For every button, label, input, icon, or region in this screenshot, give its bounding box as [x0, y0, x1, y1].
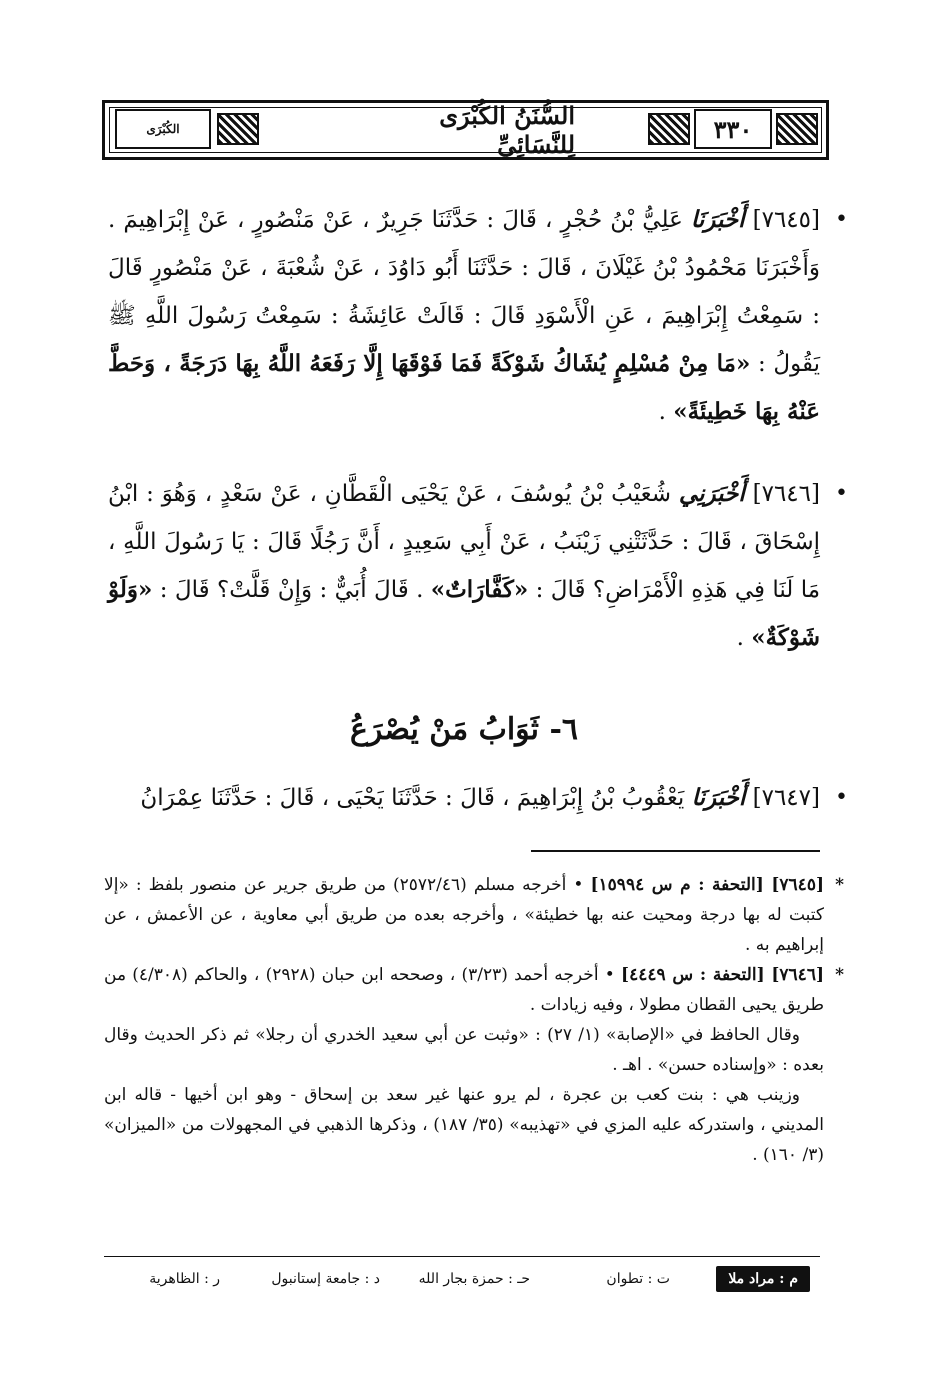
isnad-text: يَعْقُوبُ بْنُ إِبْرَاهِيمَ ، قَالَ : حَدَّثَنَا يَحْيَى ، قَالَ : حَدَّثَنَا عِمْرَانُ — [140, 785, 685, 811]
isnad-text: شُعَيْبُ بْنُ يُوسُفَ ، عَنْ يَحْيَى الْقَطَّانِ ، عَنْ سَعْدٍ ، وَهُوَ : ابْنُ إِسْحَاقَ ، قَالَ : حَدَّثَتْنِي زَيْنَبُ ، عَنْ أَبِي سَعِيدٍ ، أَنَّ رَجُلًا قَالَ : يَا رَسُولَ اللَّهِ ، مَا لَنَا فِي هَذِهِ الْأَمْرَاضِ؟ قَالَ : — [108, 481, 821, 603]
logo-box — [115, 109, 211, 149]
isnad-text: عَلِيُّ بْنُ حُجْرٍ ، قَالَ : حَدَّثَنَا جَرِيرٌ ، عَنْ مَنْصُورٍ ، عَنْ إِبْرَاهِيمَ . وَأَخْبَرَنَا مَحْمُودُ بْنُ غَيْلَانَ ، قَالَ : حَدَّثَنَا أَبُو دَاوُدَ ، عَنْ شُعْبَةَ ، عَنْ مَنْصُورٍ قَالَ : سَمِعْتُ إِبْرَاهِيمَ ، عَنِ الْأَسْوَدِ قَالَ : قَالَتْ عَائِشَةُ : سَمِعْتُ رَسُولَ اللَّهِ ﷺ يَقُولُ : — [108, 207, 820, 377]
end-mark: . — [736, 625, 752, 651]
footnote-7645 — [104, 870, 844, 960]
tuhfa-reference: [٧٦٤٦] [التحفة : س ٤٤٤٩] — [621, 965, 824, 985]
takhrij-text: • أخرجه أحمد (٣/٢٣) ، وصححه ابن حبان (٢٩٢٨) ، والحاكم (٤/٣٠٨) من طريق يحيى القطان مطولا ، وفيه زيادات . — [104, 965, 824, 1015]
page-number-box — [694, 109, 772, 149]
book-logo: الكُبْرَى — [146, 121, 180, 136]
prophetic-saying-2: «وَلَوْ شَوْكَةٌ» — [108, 576, 820, 651]
manuscript-zahiriyya: ر : الظاهرية — [149, 1271, 220, 1287]
bottom-rule — [104, 1256, 820, 1257]
chain-opener: أَخْبَرَنَا — [691, 784, 746, 811]
running-header — [102, 100, 829, 160]
chapter-heading: ٦- ثَوَابُ مَنْ يُصْرَعُ — [349, 712, 579, 747]
manuscript-key — [120, 1266, 810, 1292]
hadith-7645 — [108, 196, 848, 436]
manuscript-hamza: حـ : حمزة بجار الله — [418, 1271, 530, 1287]
footnote-isaba: وقال الحافظ في «الإصابة» (١/ ٢٧) : «وثبت عن أبي سعيد الخدري أن رجلا» ثم ذكر الحديث وقال بعده : «وإسناده حسن» . اهـ . — [104, 1025, 824, 1075]
end-mark: . — [658, 399, 674, 425]
hadith-7646 — [108, 470, 848, 662]
book-title: السُّنَنُ الكُبْرَى لِلنَّسَائِيِّ — [439, 101, 575, 159]
bullet-icon: • — [835, 207, 848, 232]
hadith-7647 — [108, 774, 848, 822]
chain-opener: أَخْبَرَنِي — [678, 480, 745, 507]
manuscript-istanbul: د : جامعة إستانبول — [271, 1271, 380, 1287]
hadith-number: [٧٦٤٦] — [752, 481, 820, 507]
footnotes — [104, 870, 844, 1170]
narration-text: . قَالَ أُبَيٌّ : وَإِنْ قَلَّتْ؟ قَالَ : — [159, 577, 431, 603]
footnote-7646 — [104, 960, 844, 1020]
hadith-number: [٧٦٤٥] — [752, 207, 820, 233]
prophetic-saying: «كَفَّارَاتٌ» — [430, 576, 529, 603]
bullet-icon: • — [835, 785, 848, 810]
footnote-zaynab: وزينب هي : بنت كعب بن عجرة ، لم يرو عنها غير سعد بن إسحاق - وهو ابن أخيها - قاله ابن المديني ، واستدركه عليه المزي في «تهذيبه» (٣٥/ ١٨٧) ، وذكرها الذهبي في المجهولات من «الميزان» (٣/ ١٦٠) . — [104, 1085, 824, 1165]
footnote-separator — [531, 850, 820, 852]
prophetic-saying: «مَا مِنْ مُسْلِمٍ يُشَاكُ شَوْكَةً فَمَا فَوْقَهَا إِلَّا رَفَعَهُ اللَّهُ بِهَا دَرَجَةً ، وَحَطَّ عَنْهُ بِهَا خَطِيئَةً» — [108, 350, 820, 425]
ornament-left-inner — [217, 113, 259, 145]
asterisk-icon: * — [835, 965, 844, 985]
takhrij-text: • أخرجه مسلم (٢٥٧٢/٤٦) من طريق جرير عن منصور بلفظ : «إلا كتبت له بها درجة ومحيت عنه بها خطيئة» ، وأخرجه بعده من طريق أبي معاوية ، عن الأعمش ، عن إبراهيم به . — [104, 875, 824, 955]
chain-opener: أَخْبَرَنَا — [690, 206, 745, 233]
ornament-right — [776, 113, 818, 145]
manuscript-tetouan: ت : تطوان — [606, 1271, 670, 1287]
manuscript-murad-mulla: م : مراد ملا — [716, 1266, 810, 1292]
ornament-right-inner — [648, 113, 690, 145]
hadith-number: [٧٦٤٧] — [752, 785, 820, 811]
bullet-icon: • — [835, 481, 848, 506]
tuhfa-reference: [٧٦٤٥] [التحفة : م س ١٥٩٩٤] — [590, 875, 824, 895]
page-number: ٣٣٠ — [713, 114, 753, 144]
asterisk-icon: * — [835, 875, 844, 895]
